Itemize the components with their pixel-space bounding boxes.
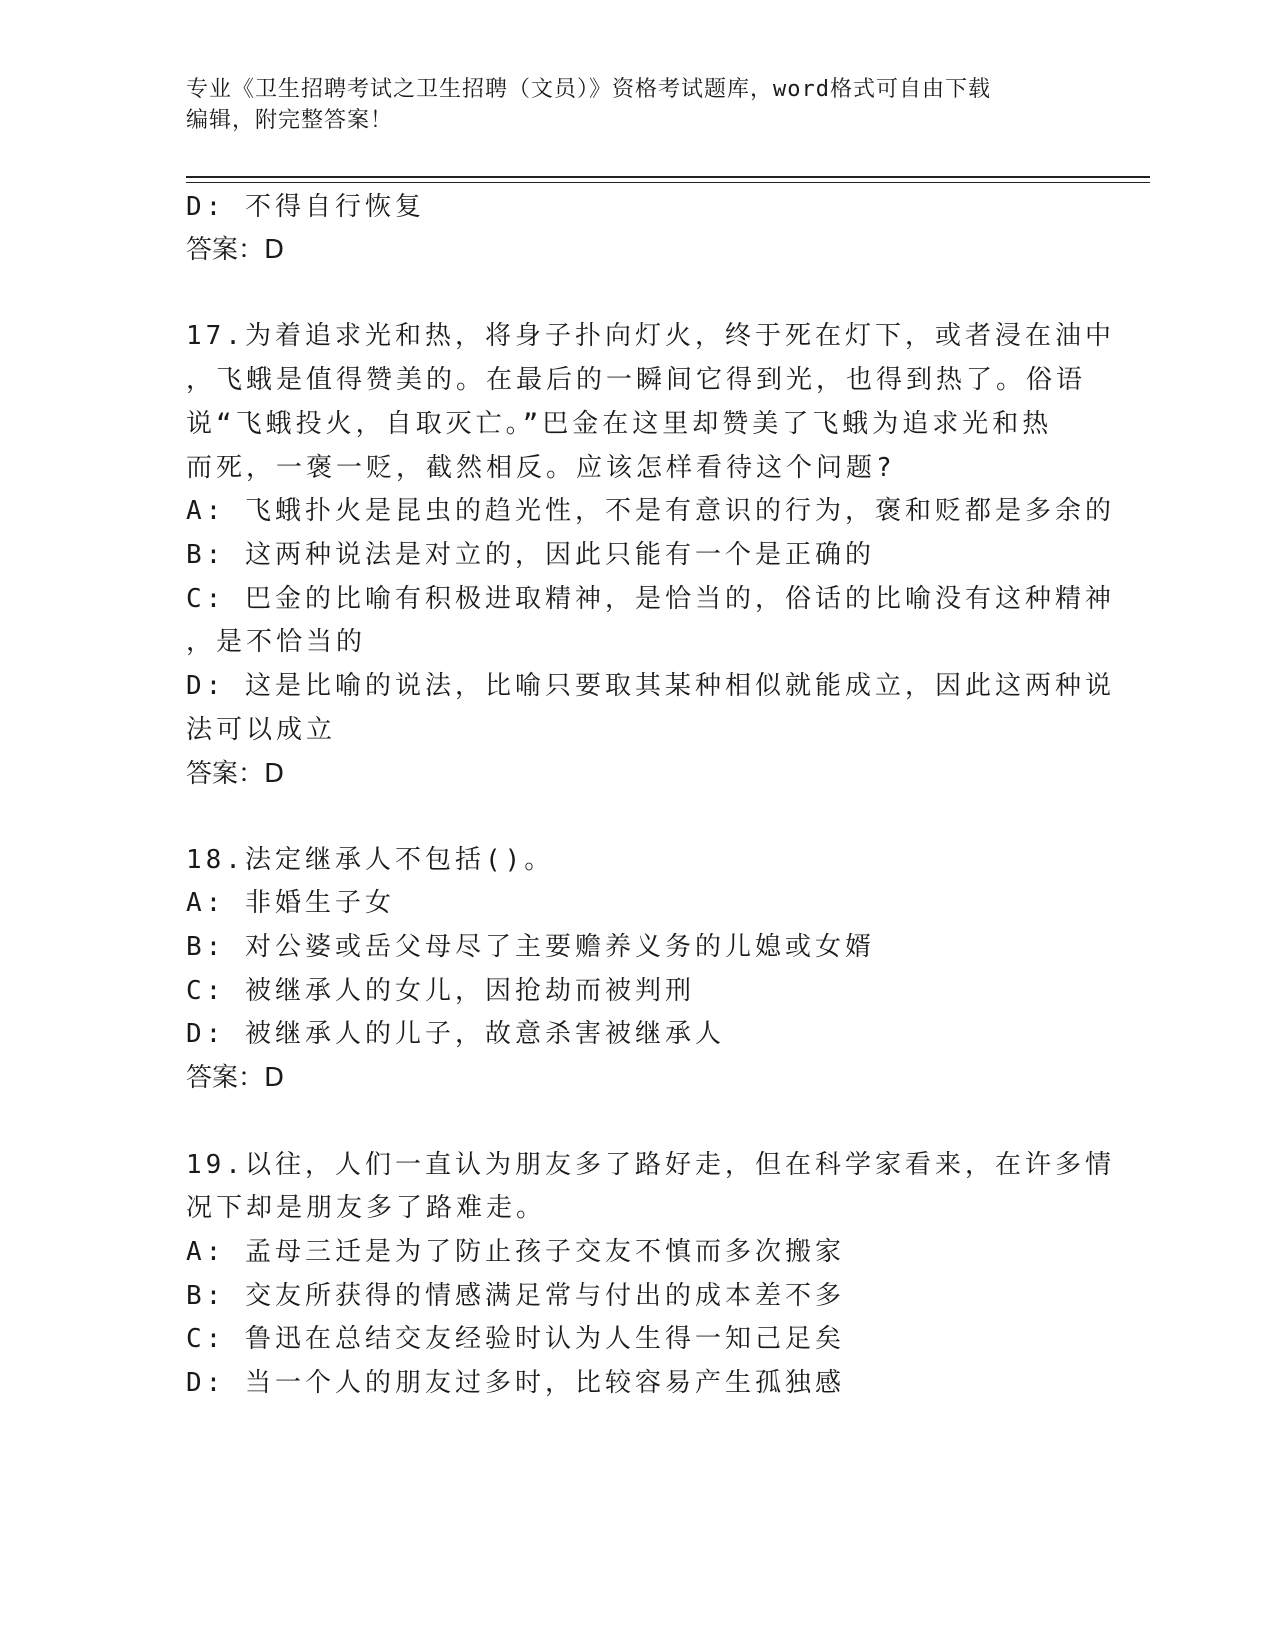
header-line-2: 编辑，附完整答案！ <box>186 108 394 133</box>
q17-option-d-line-2: 法可以成立 <box>186 715 337 745</box>
q19-option-a: A: 孟母三迁是为了防止孩子交友不慎而多次搬家 <box>186 1237 845 1267</box>
header-divider-thick <box>186 176 1150 178</box>
q18-option-a: A: 非婚生子女 <box>186 888 395 918</box>
q17-option-c-line-1: C: 巴金的比喻有积极进取精神，是恰当的，俗话的比喻没有这种精神 <box>186 584 1115 614</box>
q17-option-c-line-2: ，是不恰当的 <box>186 627 367 657</box>
q19-option-c: C: 鲁迅在总结交友经验时认为人生得一知己足矣 <box>186 1324 845 1354</box>
q19-option-b: B: 交友所获得的情感满足常与付出的成本差不多 <box>186 1281 845 1311</box>
q17-stem-line-2: ，飞蛾是值得赞美的。在最后的一瞬间它得到光，也得到热了。俗语 <box>186 365 1087 395</box>
q19-stem-line-1: 19.以往，人们一直认为朋友多了路好走，但在科学家看来，在许多情 <box>186 1150 1115 1180</box>
q19-option-d: D: 当一个人的朋友过多时，比较容易产生孤独感 <box>186 1368 845 1398</box>
q17-answer: 答案：D <box>186 759 285 789</box>
q17-stem-line-1: 17.为着追求光和热，将身子扑向灯火，终于死在灯下，或者浸在油中 <box>186 321 1115 351</box>
q18-option-b: B: 对公婆或岳父母尽了主要赡养义务的儿媳或女婿 <box>186 932 875 962</box>
q16-answer: 答案：D <box>186 235 285 265</box>
q18-option-c: C: 被继承人的女儿，因抢劫而被判刑 <box>186 976 695 1006</box>
q18-stem: 18.法定继承人不包括()。 <box>186 845 555 875</box>
header-line-1: 专业《卫生招聘考试之卫生招聘（文员）》资格考试题库，word格式可自由下载 <box>186 77 991 102</box>
q18-option-d: D: 被继承人的儿子，故意杀害被继承人 <box>186 1019 725 1049</box>
header-divider-thin <box>186 182 1150 183</box>
q17-stem-line-4: 而死，一褒一贬，截然相反。应该怎样看待这个问题? <box>186 453 896 483</box>
q18-answer: 答案：D <box>186 1063 285 1093</box>
document-header <box>186 74 1086 136</box>
q17-option-d-line-1: D: 这是比喻的说法，比喻只要取其某种相似就能成立，因此这两种说 <box>186 671 1115 701</box>
q17-option-b: B: 这两种说法是对立的，因此只能有一个是正确的 <box>186 540 875 570</box>
q17-option-a: A: 飞蛾扑火是昆虫的趋光性，不是有意识的行为，褒和贬都是多余的 <box>186 496 1115 526</box>
q16-option-d: D: 不得自行恢复 <box>186 192 425 222</box>
q19-stem-line-2: 况下却是朋友多了路难走。 <box>186 1193 547 1223</box>
q17-stem-line-3: 说“飞蛾投火，自取灭亡。”巴金在这里却赞美了飞蛾为追求光和热 <box>186 409 1053 439</box>
